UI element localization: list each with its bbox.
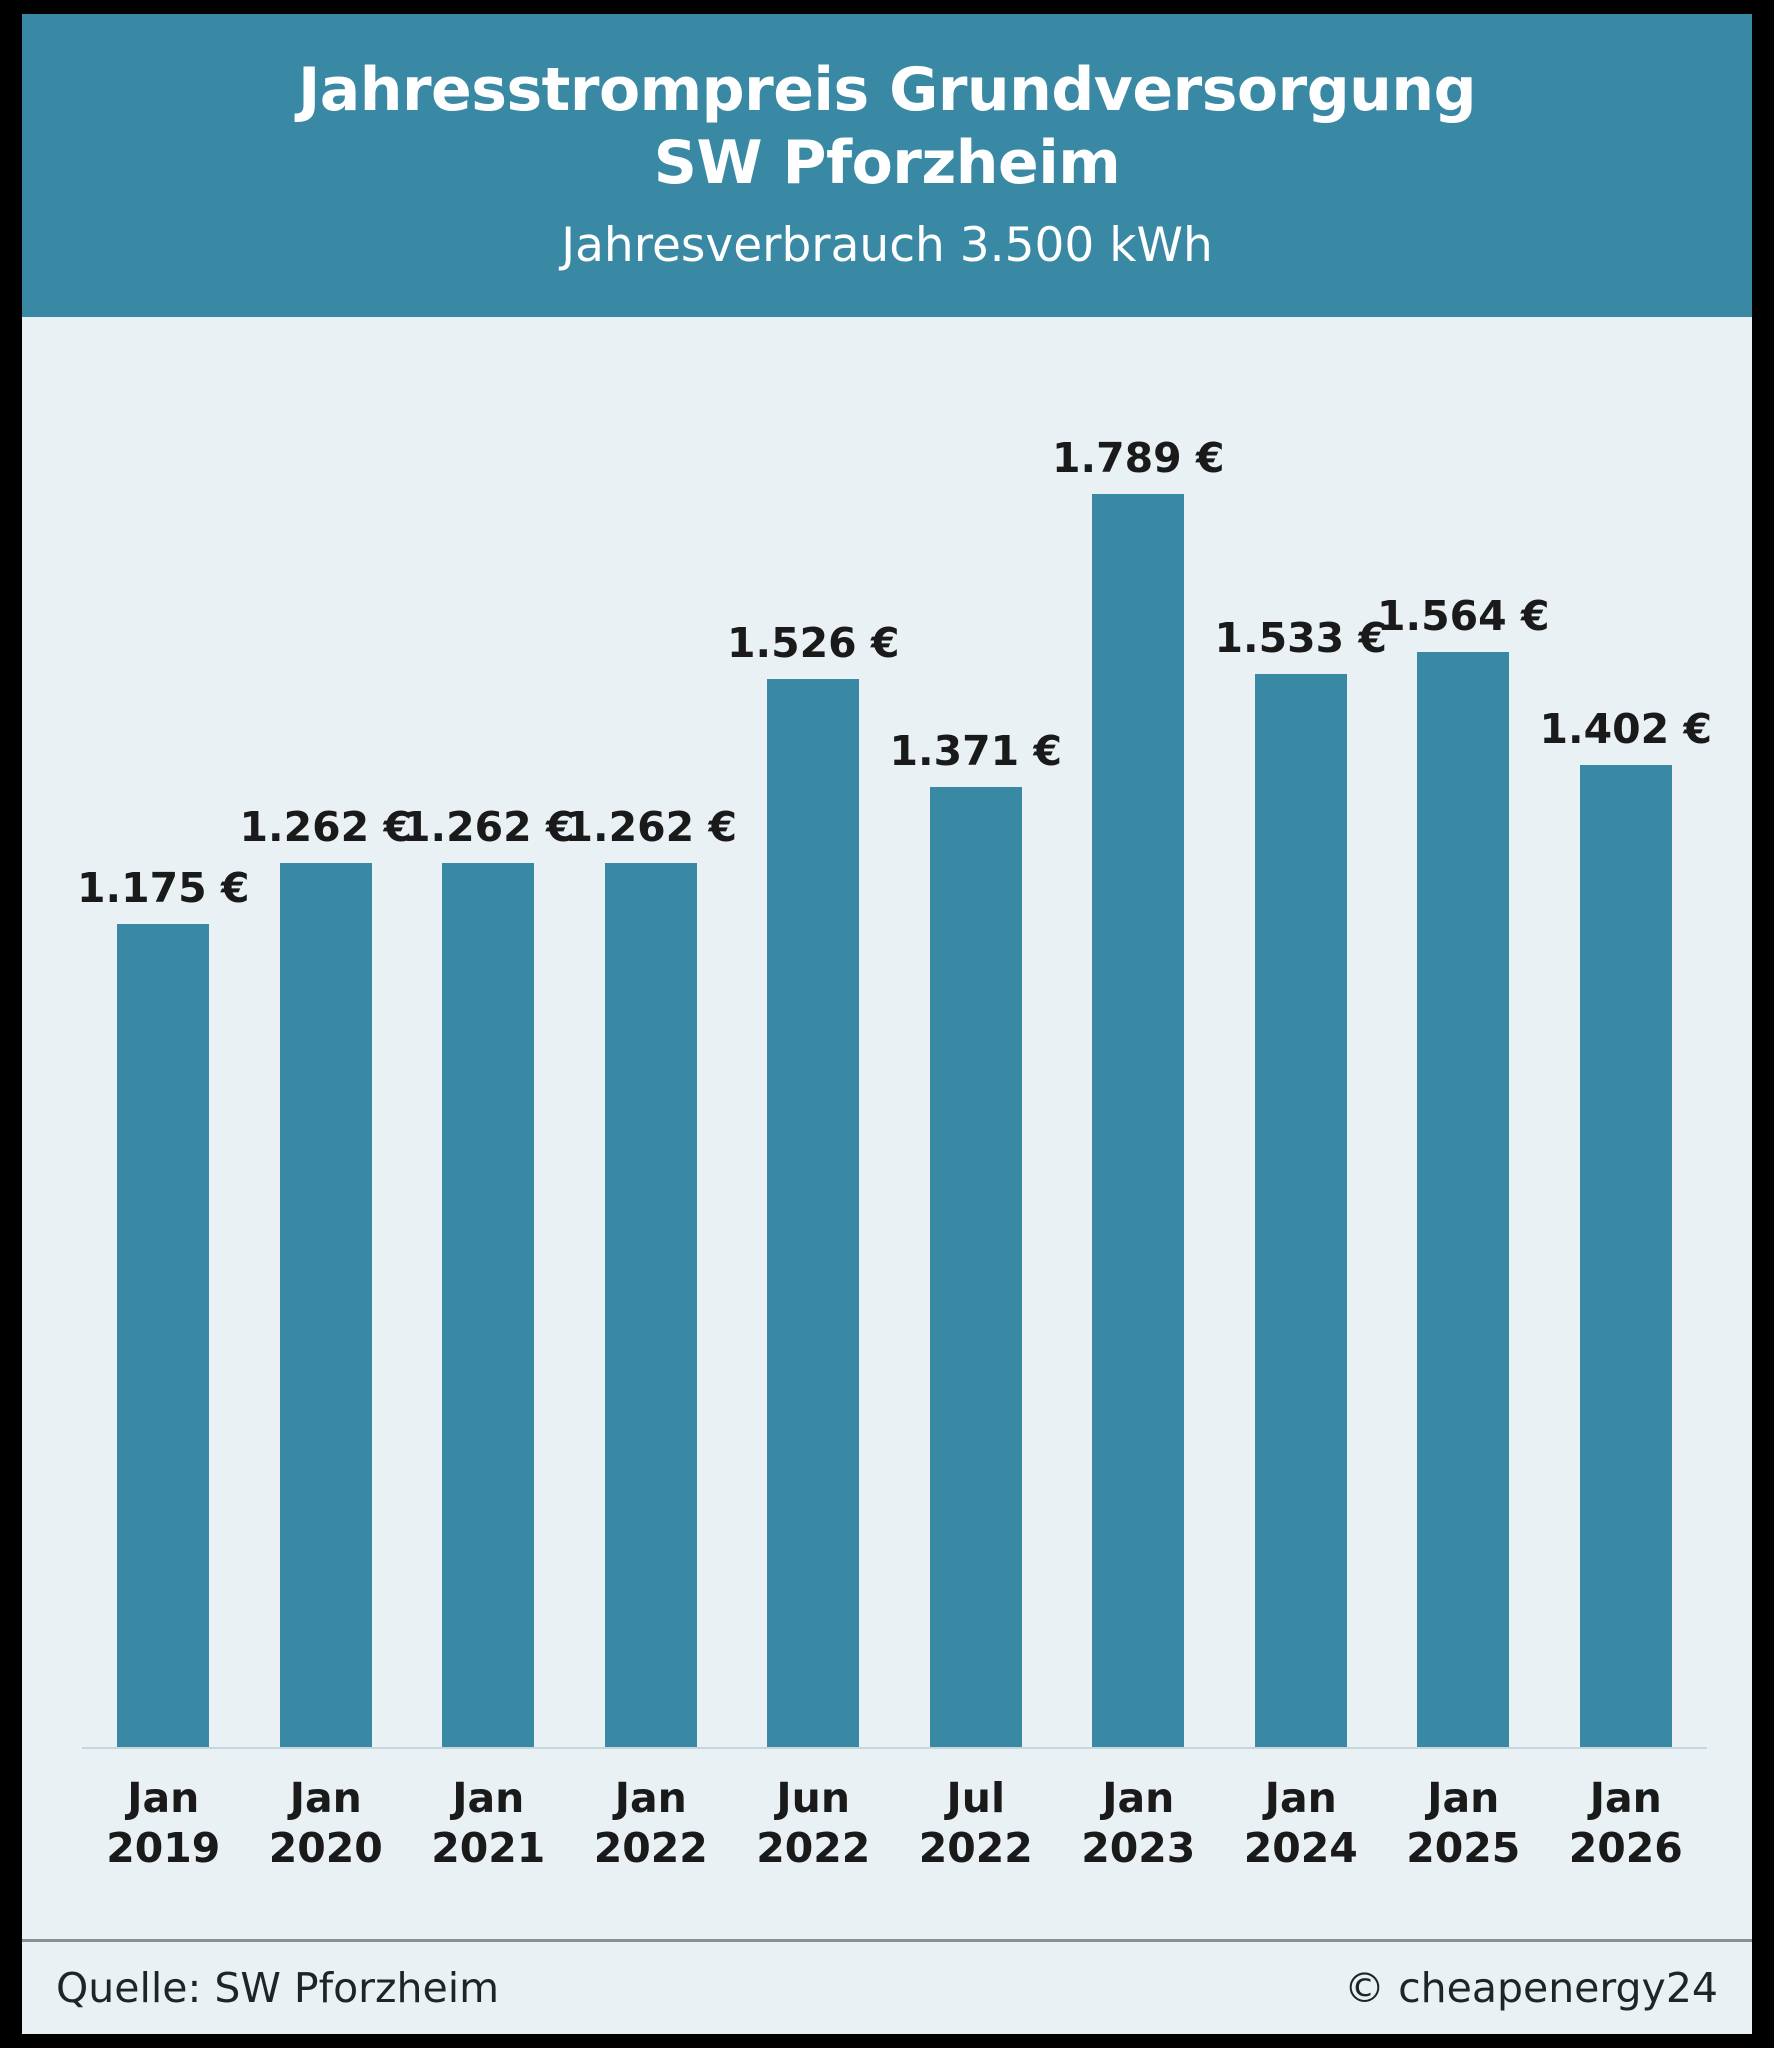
x-axis-tick: [1382, 1773, 1545, 1873]
bar: [1092, 494, 1184, 1746]
bar-column: [1539, 347, 1712, 1747]
x-axis-tick-line: Jan: [127, 1773, 200, 1822]
bar-column: [1214, 347, 1387, 1747]
x-axis-tick-line: Jun: [776, 1773, 851, 1822]
x-axis-tick: [570, 1773, 733, 1873]
bar-value-label: 1.526 €: [727, 618, 900, 667]
bar-column: [1377, 347, 1550, 1747]
x-axis-tick: [895, 1773, 1058, 1873]
x-axis-tick: [82, 1773, 245, 1873]
bar: [1417, 652, 1509, 1747]
bar-column: [77, 347, 250, 1747]
bar-value-label: 1.262 €: [402, 803, 575, 852]
bar: [930, 787, 1022, 1747]
chart-header: [22, 14, 1752, 317]
x-axis-tick: [1545, 1773, 1708, 1873]
bar: [605, 863, 697, 1746]
copyright-note: © cheapenergy24: [1344, 1964, 1718, 2012]
x-axis-tick-line: Jan: [614, 1773, 687, 1822]
x-axis-tick: [1220, 1773, 1383, 1873]
bar-value-label: 1.262 €: [564, 803, 737, 852]
title-line-1: Jahresstrompreis Grundversorgung: [297, 55, 1477, 125]
x-axis-tick-line: 2025: [1406, 1823, 1521, 1872]
x-axis-tick-line: 2026: [1568, 1823, 1683, 1872]
x-axis-tick-line: 2024: [1243, 1823, 1358, 1872]
bar-column: [402, 347, 575, 1747]
bar: [280, 863, 372, 1746]
bar-value-label: 1.564 €: [1377, 591, 1550, 640]
bar: [117, 924, 209, 1747]
x-axis-tick-line: Jan: [1427, 1773, 1500, 1822]
x-axis-tick-line: 2022: [756, 1823, 871, 1872]
x-axis-tick-line: 2020: [268, 1823, 383, 1872]
x-axis-tick-line: 2023: [1081, 1823, 1196, 1872]
bar-column: [889, 347, 1062, 1747]
x-axis-tick: [1057, 1773, 1220, 1873]
page-title: [52, 54, 1722, 200]
x-axis-tick-line: 2022: [918, 1823, 1033, 1872]
bar-column: [727, 347, 900, 1747]
bar-series: [77, 347, 1712, 1749]
bar-value-label: 1.789 €: [1052, 434, 1225, 483]
bar-value-label: 1.175 €: [77, 864, 250, 913]
bar-value-label: 1.262 €: [239, 803, 412, 852]
x-axis-tick-line: Jan: [289, 1773, 362, 1822]
x-axis-tick-line: Jan: [1102, 1773, 1175, 1822]
x-axis-tick-line: Jul: [946, 1773, 1005, 1822]
bar-value-label: 1.371 €: [889, 727, 1062, 776]
source-note: Quelle: SW Pforzheim: [56, 1964, 500, 2012]
x-axis-tick-line: 2022: [593, 1823, 708, 1872]
bar-value-label: 1.402 €: [1539, 705, 1712, 754]
x-axis-tick-line: Jan: [452, 1773, 525, 1822]
chart-subtitle: Jahresverbrauch 3.500 kWh: [561, 218, 1213, 274]
bar: [1255, 674, 1347, 1747]
plot-area: [22, 317, 1752, 1939]
x-axis-tick-line: Jan: [1589, 1773, 1662, 1822]
bar: [767, 679, 859, 1747]
bar-column: [564, 347, 737, 1747]
chart-footer: [22, 1939, 1752, 2034]
x-axis-tick: [245, 1773, 408, 1873]
x-axis-tick: [732, 1773, 895, 1873]
bar-column: [239, 347, 412, 1747]
bar: [1580, 765, 1672, 1746]
bar-column: [1052, 347, 1225, 1747]
x-axis-tick-line: 2019: [106, 1823, 221, 1872]
x-axis-tick-line: 2021: [431, 1823, 546, 1872]
chart-figure: [22, 14, 1752, 2034]
title-line-2: SW Pforzheim: [653, 128, 1121, 199]
x-axis: [82, 1747, 1707, 1873]
x-axis-tick-line: Jan: [1264, 1773, 1337, 1822]
x-axis-tick: [407, 1773, 570, 1873]
bar: [442, 863, 534, 1746]
bar-value-label: 1.533 €: [1214, 613, 1387, 662]
